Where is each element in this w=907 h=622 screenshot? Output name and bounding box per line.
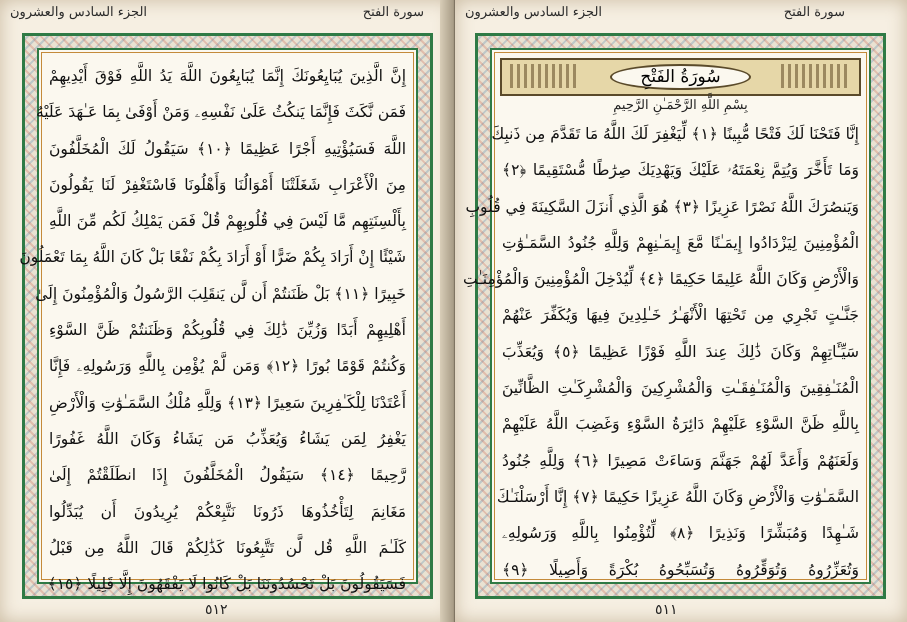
left-page [0,0,452,622]
verse-line: سَيِّـَٔاتِهِمْ وَكَانَ ذَٰلِكَ عِندَ اللَّهِ فَوْزًا عَظِيمًا ﴿٥﴾ وَيُعَذِّبَ [502,342,860,361]
verse-line: خَبِيرًا ﴿١١﴾ بَلْ ظَنَنتُمْ أَن لَّن يَنقَلِبَ الرَّسُولُ وَالْمُؤْمِنُونَ إِلَىٰ [35,284,406,303]
verse-line: بِاللَّهِ ظَنَّ السَّوْءِ عَلَيْهِمْ دَائِرَةُ السَّوْءِ وَغَضِبَ اللَّهُ عَلَيْهِمْ [502,415,859,434]
surah-title-banner [500,58,861,96]
left-page-header [10,2,430,24]
verse-line: مَغَانِمَ لِتَأْخُذُوهَا ذَرُونَا نَتَّبِعْكُمْ يُرِيدُونَ أَن يُبَدِّلُوا [49,502,406,521]
juz-header: الجزء السادس والعشرون [465,5,603,20]
verse-line: كَلَـٰمَ اللَّهِ قُل لَّن تَتَّبِعُونَا كَذَٰلِكُمْ قَالَ اللَّهُ مِن قَبْلُ [49,538,406,557]
verse-line: فَمَن نَّكَثَ فَإِنَّمَا يَنكُثُ عَلَىٰ نَفْسِهِۦ وَمَنْ أَوْفَىٰ بِمَا عَـٰهَدَ عَلَيْهُ [35,103,406,122]
right-verse-lines [463,116,860,588]
verse-line: بِأَلْسِنَتِهِم مَّا لَيْسَ فِي قُلُوبِهِمْ قُلْ فَمَن يَمْلِكُ لَكُم مِّنَ اللَّهِ [49,212,406,231]
right-page-header [465,2,895,24]
verse-line: مِنَ الْأَعْرَابِ شَغَلَتْنَا أَمْوَالُنَا وَأَهْلُونَا فَاسْتَغْفِرْ لَنَا يَقُولُونَ [49,175,406,194]
verse-line: جَنَّـٰتٍ تَجْرِي مِن تَحْتِهَا الْأَنْهَـٰرُ خَـٰلِدِينَ فِيهَا وَيُكَفِّرَ عَنْهُمْ [502,306,859,325]
verse-line: يَغْفِرُ لِمَن يَشَاءُ وَيُعَذِّبُ مَن يَشَاءُ وَكَانَ اللَّهُ غَفُورًا [49,429,406,448]
left-page-frame [19,33,433,599]
surah-title: سُورَةُ الفَتْحِ [610,64,750,90]
verse-line: وَمَا تَأَخَّرَ وَيُتِمَّ نِعْمَتَهُۥ عَلَيْكَ وَيَهْدِيَكَ صِرَٰطًا مُّسْتَقِيمًا ﴿٢﴾ [502,161,859,180]
left-text-area [19,48,418,594]
verse-line: السَّمَـٰوَٰتِ وَالْأَرْضِ وَكَانَ اللَّهُ عَزِيزًا حَكِيمًا ﴿٧﴾ إِنَّا أَرْسَلْنَـٰكَ [496,487,859,506]
verse-line: وَالْأَرْضِ وَكَانَ اللَّهُ عَلِيمًا حَكِيمًا ﴿٤﴾ لِّيُدْخِلَ الْمُؤْمِنِينَ وَالْمُؤْمِنَـٰتِ [463,270,859,289]
verse-line: الْمُنَـٰفِقِينَ وَالْمُنَـٰفِقَـٰتِ وَالْمُشْرِكِينَ وَالْمُشْرِكَـٰتِ الظَّانِّينَ [502,379,859,398]
verse-line: شَيْئًا إِنْ أَرَادَ بِكُمْ ضَرًّا أَوْ أَرَادَ بِكُمْ نَفْعًا بَلْ كَانَ اللَّهُ بِمَا تَعْمَلُونَ [19,248,406,267]
verse-line: شَـٰهِدًا وَمُبَشِّرًا وَنَذِيرًا ﴿٨﴾ لِّتُؤْمِنُوا بِاللَّهِ وَرَسُولِهِۦ [502,524,859,543]
juz-header: الجزء السادس والعشرون [10,5,148,20]
surah-header: سورة الفتح [362,5,424,20]
verse-line: فَسَيَقُولُونَ بَلْ تَحْسُدُونَنَا بَلْ كَانُوا لَا يَفْقَهُونَ إِلَّا قَلِيلًا ﴿١٥﴾ [47,575,406,594]
verse-line: الْمُؤْمِنِينَ لِيَزْدَادُوا إِيمَـٰنًا مَّعَ إِيمَـٰنِهِمْ وَلِلَّهِ جُنُودُ السَّمَـٰوَٰتِ [502,233,859,252]
page-number: ٥١٢ [205,602,228,618]
verse-line: إِنَّا فَتَحْنَا لَكَ فَتْحًا مُّبِينًا ﴿١﴾ لِّيَغْفِرَ لَكَ اللَّهُ مَا تَقَدَّمَ مِن ذَنبِكَ [491,125,859,143]
verse-line: وَكُنتُمْ قَوْمًا بُورًا ﴿١٢﴾ وَمَن لَّمْ يُؤْمِن بِاللَّهِ وَرَسُولِهِۦ فَإِنَّا [49,357,407,376]
verse-line: رَّحِيمًا ﴿١٤﴾ سَيَقُولُ الْمُخَلَّفُونَ إِذَا انطَلَقْتُمْ إِلَىٰ [49,466,406,485]
verse-line: أَعْتَدْنَا لِلْكَـٰفِرِينَ سَعِيرًا ﴿١٣﴾ وَلِلَّهِ مُلْكُ السَّمَـٰوَٰتِ وَالْأَرْضِ [49,393,407,412]
left-verse-lines [19,58,407,602]
right-page [455,0,907,622]
ornament-left [510,64,580,88]
ornament-right [781,64,851,88]
verse-line: وَيَنصُرَكَ اللَّهُ نَصْرًا عَزِيزًا ﴿٣﴾ هُوَ الَّذِي أَنزَلَ السَّكِينَةَ فِي قُلُوبِ [465,197,859,216]
right-page-frame [463,33,886,599]
verse-line: أَهْلِيهِمْ أَبَدًا وَزُيِّنَ ذَٰلِكَ فِي قُلُوبِكُمْ وَظَنَنتُمْ ظَنَّ السَّوْءِ [49,321,406,340]
verse-line: اللَّهَ فَسَيُؤْتِيهِ أَجْرًا عَظِيمًا ﴿١٠﴾ سَيَقُولُ لَكَ الْمُخَلَّفُونَ [49,139,407,158]
page-number: ٥١١ [655,602,678,618]
surah-header: سورة الفتح [783,5,845,20]
verse-line: إِنَّ الَّذِينَ يُبَايِعُونَكَ إِنَّمَا يُبَايِعُونَ اللَّهَ يَدُ اللَّهِ فَوْقَ أَيْدِيهِمْ [49,67,406,85]
verse-line: وَلَعَنَهُمْ وَأَعَدَّ لَهُمْ جَهَنَّمَ وَسَاءَتْ مَصِيرًا ﴿٦﴾ وَلِلَّهِ جُنُودُ [502,451,859,470]
verse-line: وَتُعَزِّرُوهُ وَتُوَقِّرُوهُ وَتُسَبِّحُوهُ بُكْرَةً وَأَصِيلًا ﴿٩﴾ [502,560,859,579]
right-text-area [463,48,871,584]
basmala: بِسْمِ اللَّهِ الرَّحْمَـٰنِ الرَّحِيمِ [613,98,748,113]
